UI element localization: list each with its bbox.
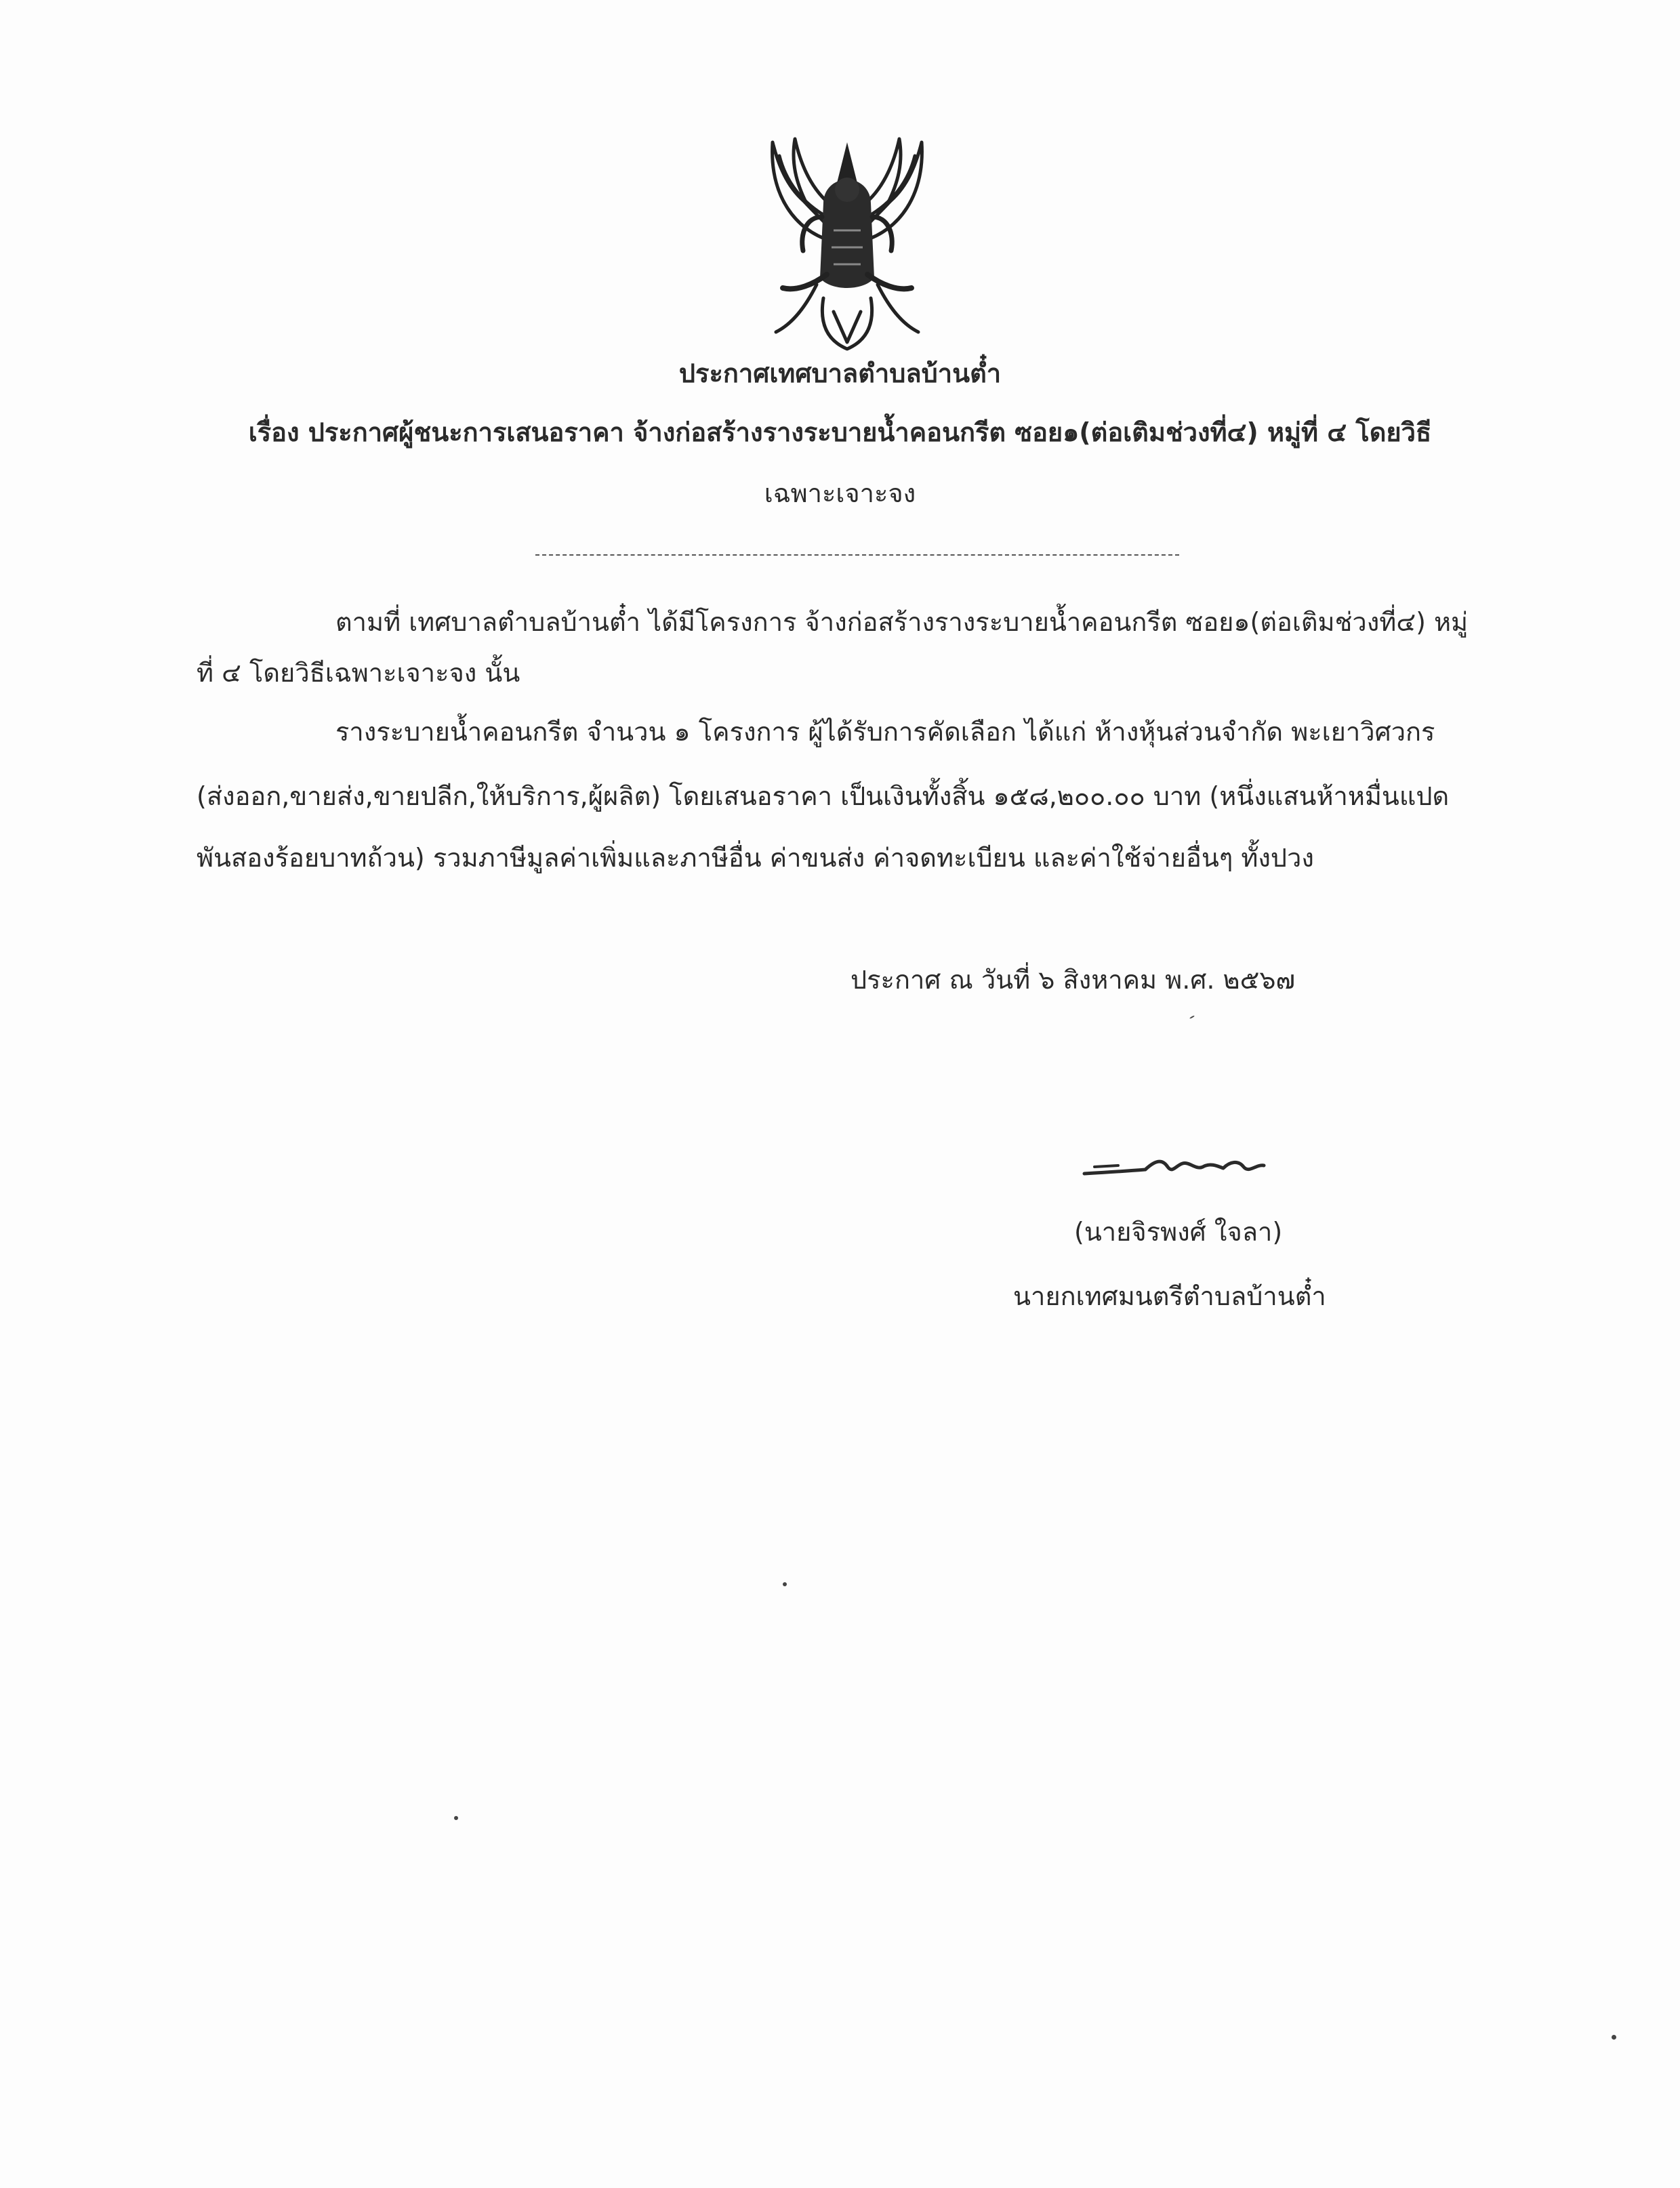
- signer-name: (นายจิรพงศ์ ใจลา): [1074, 1217, 1283, 1247]
- announcement-date: ประกาศ ณ วันที่ ๖ สิงหาคม พ.ศ. ๒๕๖๗: [851, 965, 1296, 995]
- scan-speck: [1189, 1015, 1195, 1019]
- document-title: ประกาศเทศบาลตำบลบ้านต๋ำ: [678, 358, 1002, 388]
- paragraph-1-line-1: ตามที่ เทศบาลตำบลบ้านต๋ำ ได้มีโครงการ จ้างก่อสร้างรางระบายน้ำคอนกรีต ซอย๑(ต่อเติมช่วงที่๔) หมู่: [335, 607, 1469, 637]
- garuda-emblem-icon: [749, 115, 945, 352]
- subject-line: เรื่อง ประกาศผู้ชนะการเสนอราคา จ้างก่อสร้างรางระบายน้ำคอนกรีต ซอย๑(ต่อเติมช่วงที่๔) หมู่ที่ ๔ โดยวิธี: [248, 417, 1432, 447]
- paragraph-2-line-2: (ส่งออก,ขายส่ง,ขายปลีก,ให้บริการ,ผู้ผลิต) โดยเสนอราคา เป็นเงินทั้งสิ้น ๑๕๘,๒๐๐.๐๐ บาท (หนึ่งแสนห้าหมื่นแปด: [197, 781, 1450, 811]
- scan-speck: [454, 1816, 458, 1820]
- paragraph-1-line-2: ที่ ๔ โดยวิธีเฉพาะเจาะจง นั้น: [197, 658, 520, 688]
- subject-line-continued: เฉพาะเจาะจง: [764, 478, 916, 508]
- scan-speck: [783, 1582, 787, 1586]
- paragraph-2-line-3: พันสองร้อยบาทถ้วน) รวมภาษีมูลค่าเพิ่มและภาษีอื่น ค่าขนส่ง ค่าจดทะเบียน และค่าใช้จ่ายอื่นๆ ทั้งปวง: [197, 843, 1314, 873]
- scan-speck: [1612, 2035, 1616, 2040]
- signer-title: นายกเทศมนตรีตำบลบ้านต๋ำ: [1013, 1281, 1326, 1311]
- signature-mark: [1081, 1147, 1277, 1187]
- divider: [535, 554, 1179, 556]
- paragraph-2-line-1: รางระบายน้ำคอนกรีต จำนวน ๑ โครงการ ผู้ได้รับการคัดเลือก ได้แก่ ห้างหุ้นส่วนจำกัด พะเยาวิศวกร: [335, 717, 1435, 747]
